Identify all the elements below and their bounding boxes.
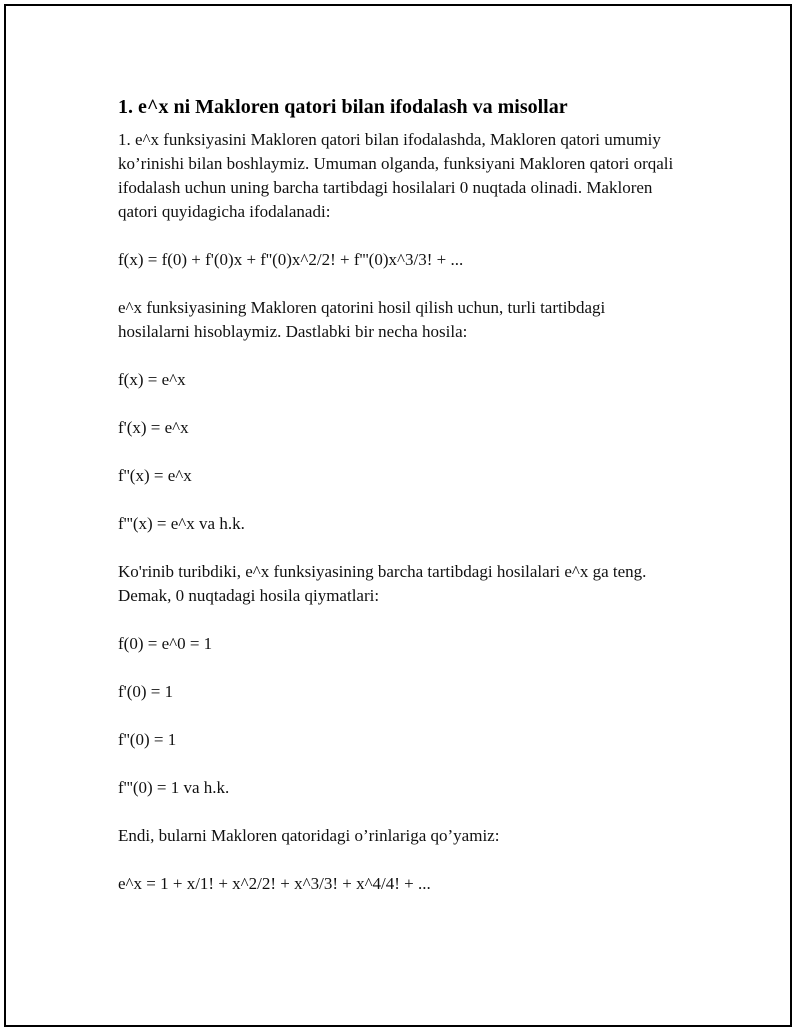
paragraph-intro: 1. e^x funksiyasini Makloren qatori bilan ifodalashda, Makloren qatori umumiy ko’rinishi bilan boshlaymiz. Umuman olganda, funksiyani Makloren qatori orqali ifodalash uchun uning barcha tartibdagi hosilalari 0 nuqtada olinadi. Makloren qatori quyidagicha ifodalanadi: [118,130,674,221]
section-heading: 1. e^x ni Makloren qatori bilan ifodalash va misollar [118,96,568,118]
paragraph-derivatives-equal: Ko'rinib turibdiki, e^x funksiyasining barcha tartibdagi hosilalari e^x ga teng. Demak, 0 nuqtadagi hosila qiymatlari: [118,562,647,605]
paragraph-substitution: Endi, bularni Makloren qatoridagi o’rinlariga qo’yamiz: [118,826,500,845]
document-body [118,94,678,920]
paragraph-derivatives-intro: e^x funksiyasining Makloren qatorini hosil qilish uchun, turli tartibdagi hosilalarni hisoblaymiz. Dastlabki bir necha hosila: [118,298,606,341]
formula-f-triple-prime-at-zero: f'''(0) = 1 va h.k. [118,778,230,797]
formula-f-at-zero: f(0) = e^0 = 1 [118,634,213,653]
formula-f-triple-prime: f'''(x) = e^x va h.k. [118,514,245,533]
formula-f-double-prime: f''(x) = e^x [118,466,192,485]
formula-ex-series: e^x = 1 + x/1! + x^2/2! + x^3/3! + x^4/4! + ... [118,874,431,893]
formula-f-prime: f'(x) = e^x [118,418,189,437]
formula-f: f(x) = e^x [118,370,186,389]
formula-maclaurin-general: f(x) = f(0) + f'(0)x + f''(0)x^2/2! + f'''(0)x^3/3! + ... [118,250,464,269]
formula-f-double-prime-at-zero: f''(0) = 1 [118,730,177,749]
formula-f-prime-at-zero: f'(0) = 1 [118,682,174,701]
